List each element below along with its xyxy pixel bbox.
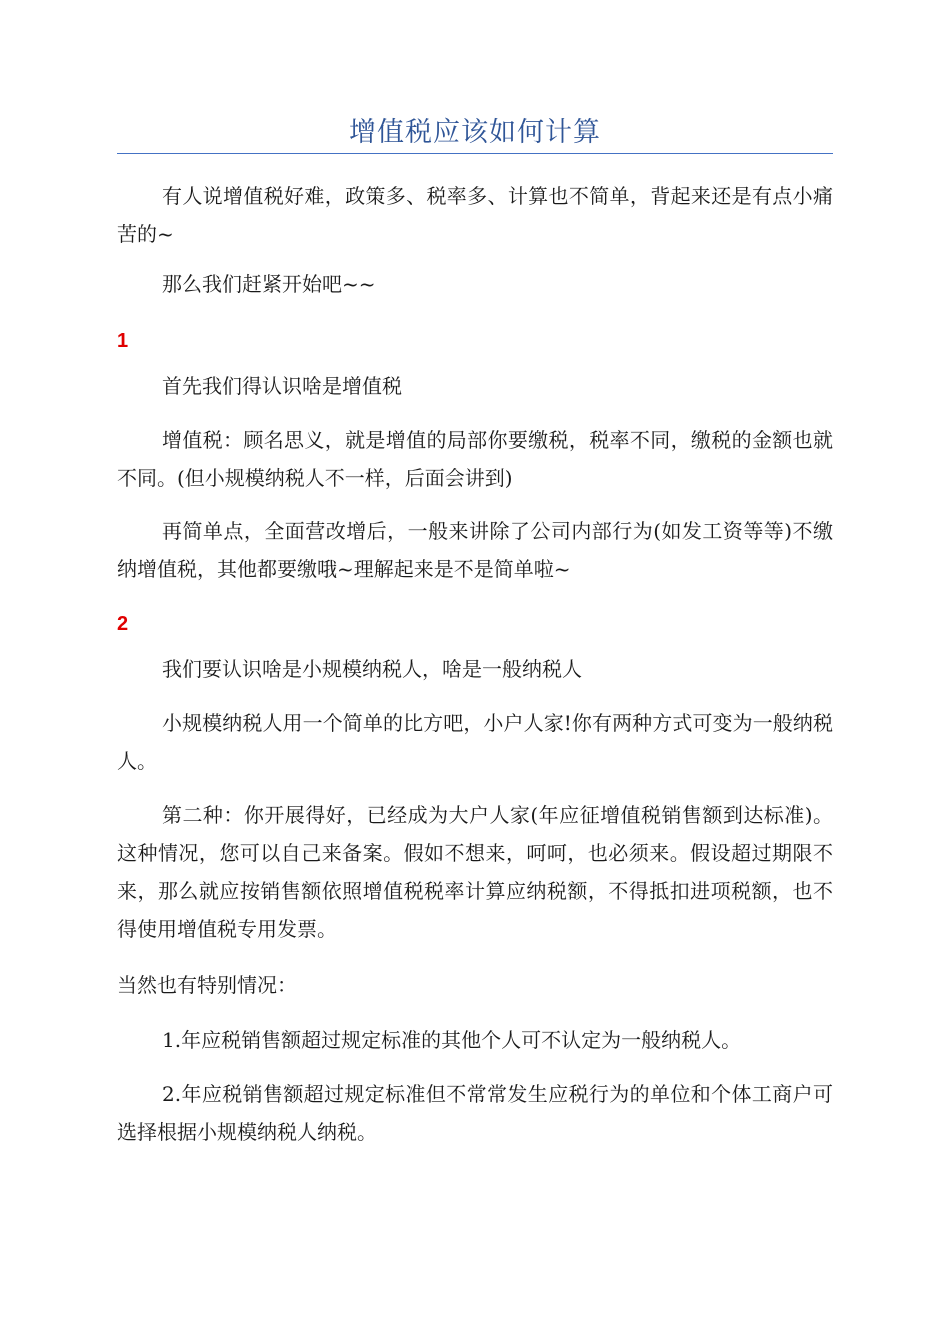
list-item-2: 2.年应税销售额超过规定标准但不常常发生应税行为的单位和个体工商户可选择根据小规模纳税人纳税。 — [117, 1082, 833, 1144]
section-number-2: 2 — [117, 613, 129, 635]
paragraph-second-way: 第二种：你开展得好，已经成为大户人家(年应征增值税销售额到达标准)。这种情况，您可以自己来备案。假如不想来，呵呵，也必须来。假设超过期限不来，那么就应按销售额依照增值税税率计算应纳税额，不得抵扣进项税额，也不得使用增值税专用发票。 — [117, 803, 833, 941]
paragraph-simpler: 再简单点，全面营改增后，一般来讲除了公司内部行为(如发工资等等)不缴纳增值税，其他都要缴哦~理解起来是不是简单啦~ — [117, 519, 833, 581]
document-title: 增值税应该如何计算 — [349, 117, 601, 148]
paragraph-start: 那么我们赶紧开始吧~~ — [162, 272, 376, 296]
section-number-1: 1 — [117, 330, 129, 352]
paragraph-intro: 有人说增值税好难，政策多、税率多、计算也不简单，背起来还是有点小痛苦的~ — [117, 184, 833, 246]
paragraph-vat-definition: 增值税：顾名思义，就是增值的局部你要缴税，税率不同，缴税的金额也就不同。(但小规模纳税人不一样，后面会讲到) — [117, 428, 833, 490]
paragraph-special-cases: 当然也有特别情况： — [117, 973, 297, 997]
paragraph-small-scale: 小规模纳税人用一个简单的比方吧，小户人家!你有两种方式可变为一般纳税人。 — [117, 711, 833, 773]
list-item-1: 1.年应税销售额超过规定标准的其他个人可不认定为一般纳税人。 — [162, 1028, 742, 1052]
title-divider — [117, 153, 833, 154]
paragraph-taxpayer-types: 我们要认识啥是小规模纳税人，啥是一般纳税人 — [162, 657, 582, 681]
paragraph-what-is-vat: 首先我们得认识啥是增值税 — [162, 374, 402, 398]
